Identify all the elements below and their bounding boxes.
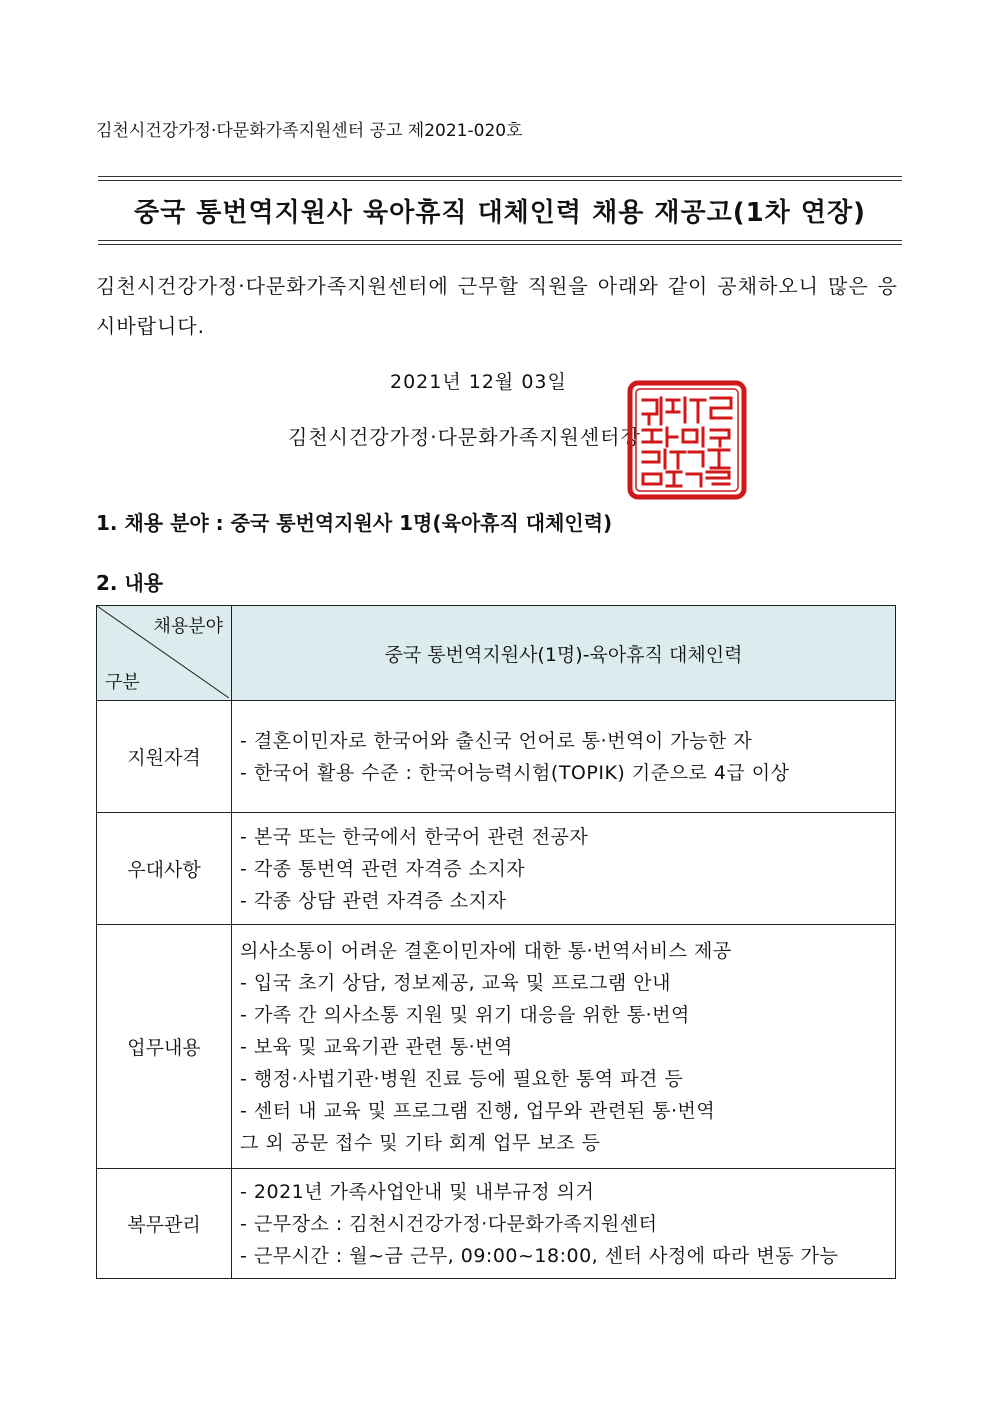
content-line: 그 외 공문 접수 및 기타 회계 업무 보조 등: [240, 1131, 601, 1154]
content-line: - 입국 초기 상담, 정보제공, 교육 및 프로그램 안내: [240, 971, 671, 994]
row-label: 복무관리: [97, 1169, 232, 1279]
content-line: - 근무장소 : 김천시건강가정·다문화가족지원센터: [240, 1212, 658, 1235]
organization-signature: 김천시건강가정·다문화가족지원센터장: [288, 425, 641, 449]
table-row: [97, 925, 896, 1169]
table-header-value: 중국 통번역지원사(1명)-육아휴직 대체인력: [232, 606, 896, 701]
row-content: [232, 925, 896, 1169]
row-label: 우대사항: [97, 813, 232, 925]
official-seal-icon: [627, 380, 747, 500]
table-corner-cell: [97, 606, 232, 701]
content-line: 의사소통이 어려운 결혼이민자에 대한 통·번역서비스 제공: [240, 939, 732, 962]
table-header-row: [97, 606, 896, 701]
corner-label-category: 구분: [105, 672, 140, 693]
table-row: [97, 701, 896, 813]
content-line: - 본국 또는 한국에서 한국어 관련 전공자: [240, 825, 589, 848]
content-line: - 보육 및 교육기관 관련 통·번역: [240, 1035, 513, 1058]
row-content: [232, 1169, 896, 1279]
table-row: [97, 813, 896, 925]
notice-date: 2021년 12월 03일: [390, 371, 567, 393]
title-rule-bottom: [98, 240, 902, 241]
content-line: - 센터 내 교육 및 프로그램 진행, 업무와 관련된 통·번역: [240, 1099, 716, 1122]
content-line: - 각종 통번역 관련 자격증 소지자: [240, 857, 526, 880]
row-label: 업무내용: [97, 925, 232, 1169]
content-line: - 각종 상담 관련 자격증 소지자: [240, 889, 507, 912]
title-rule-bottom-2: [98, 244, 902, 245]
row-label: 지원자격: [97, 701, 232, 813]
content-line: - 근무시간 : 월~금 근무, 09:00~18:00, 센터 사정에 따라 변동 가능: [240, 1244, 839, 1267]
table-row: [97, 1169, 896, 1279]
document-title: 중국 통번역지원사 육아휴직 대체인력 채용 재공고(1차 연장): [134, 198, 866, 228]
section-2-heading: 2. 내용: [96, 571, 164, 595]
row-content: [232, 701, 896, 813]
notice-number: 김천시건강가정·다문화가족지원센터 공고 제2021-020호: [96, 121, 523, 141]
section-1-heading: 1. 채용 분야 : 중국 통번역지원사 1명(육아휴직 대체인력): [96, 511, 613, 535]
recruitment-table: [96, 605, 896, 1279]
content-line: - 2021년 가족사업안내 및 내부규정 의거: [240, 1180, 595, 1203]
content-line: - 결혼이민자로 한국어와 출신국 언어로 통·번역이 가능한 자: [240, 729, 753, 752]
title-rule-top: [98, 176, 902, 177]
intro-paragraph: 김천시건강가정·다문화가족지원센터에 근무할 직원을 아래와 같이 공채하오니 많은 응시바랍니다.: [96, 274, 898, 338]
content-line: - 행정·사법기관·병원 진료 등에 필요한 통역 파견 등: [240, 1067, 684, 1090]
content-line: - 한국어 활용 수준 : 한국어능력시험(TOPIK) 기준으로 4급 이상: [240, 761, 790, 784]
title-rule-top-2: [98, 180, 902, 181]
corner-label-field: 채용분야: [153, 616, 223, 637]
content-line: - 가족 간 의사소통 지원 및 위기 대응을 위한 통·번역: [240, 1003, 690, 1026]
row-content: [232, 813, 896, 925]
